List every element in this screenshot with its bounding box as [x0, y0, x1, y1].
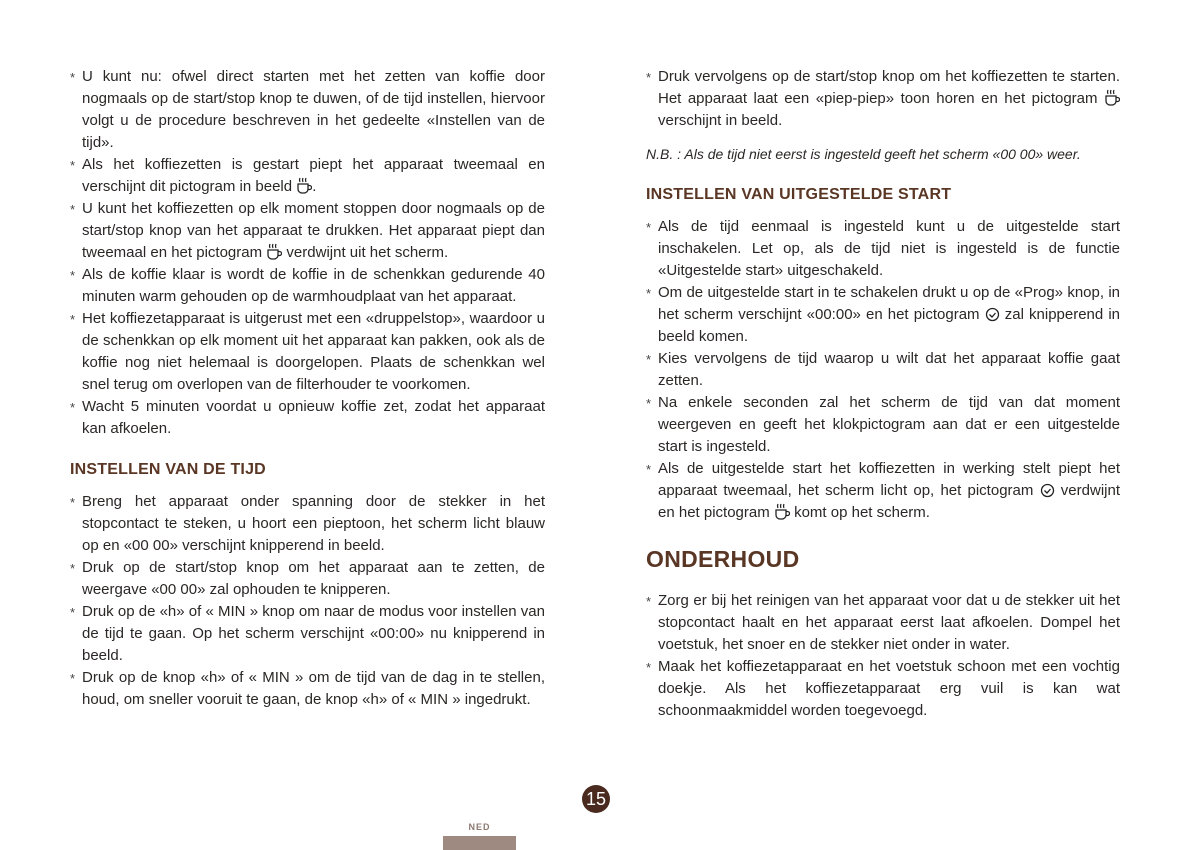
bullet-star-icon: * — [646, 220, 652, 235]
page-number-badge: 15 — [582, 785, 610, 813]
list-item: * Na enkele seconden zal het scherm de tijd van dat moment weergeven en geeft het klokpictogram aan dat er een uitgestelde start is ingesteld. — [646, 394, 1120, 455]
note-text: N.B. : Als de tijd niet eerst is ingesteld geeft het scherm «00 00» weer. — [646, 146, 1081, 162]
coffee-cup-icon — [1104, 89, 1120, 106]
section-title-time-setting: INSTELLEN VAN DE TIJD — [70, 461, 266, 478]
list-item: * Kies vervolgens de tijd waarop u wilt dat het apparaat koffie gaat zetten. — [646, 350, 1120, 389]
list-item: * Als de tijd eenmaal is ingesteld kunt u de uitgestelde start inschakelen. Let op, als de tijd niet is ingesteld is de functie «Uitgestelde start» uitgeschakeld. — [646, 218, 1120, 279]
language-label: NED — [468, 822, 491, 832]
list-item: * Breng het apparaat onder spanning door de stekker in het stopcontact te steken, u hoort een pieptoon, het scherm licht blauw op en «00 00» verschijnt knipperend in beeld. — [70, 493, 545, 554]
list-item: * Het koffiezetapparaat is uitgerust met een «druppelstop», waardoor u de schenkkan op elk moment uit het apparaat kan pakken, ook als de koffie nog niet helemaal is doorgelopen. Plaats de schenkkan wel snel terug om overlopen van de filterhouder te voorkomen. — [70, 310, 545, 393]
list-item: * Wacht 5 minuten voordat u opnieuw koffie zet, zodat het apparaat kan afkoelen. — [70, 398, 545, 437]
bullet-star-icon: * — [70, 202, 76, 217]
list-item: * Om de uitgestelde start in te schakelen drukt u op de «Prog» knop, in het scherm verschijnt «00:00» en het pictogram zal knipperend in beeld komen. — [646, 284, 1121, 345]
bullet-star-icon: * — [646, 70, 652, 85]
intro-bullet-list — [70, 66, 545, 440]
coffee-cup-icon — [296, 177, 312, 194]
bullet-star-icon: * — [646, 352, 652, 367]
section-title-maintenance: ONDERHOUD — [646, 546, 800, 572]
bullet-star-icon: * — [70, 312, 76, 327]
right-column — [646, 66, 1120, 722]
list-item: * Als de uitgestelde start het koffiezetten in werking stelt piept het apparaat tweemaal, het scherm licht op, het pictogram verdwijnt en het pictogram komt op het scherm. — [646, 460, 1120, 521]
bullet-star-icon: * — [70, 70, 76, 85]
delayed-start-bullet-list — [646, 216, 1120, 524]
list-item: * Als het koffiezetten is gestart piept het apparaat tweemaal en verschijnt dit pictogram in beeld . — [70, 156, 545, 195]
bullet-star-icon: * — [70, 158, 76, 173]
bullet-star-icon: * — [646, 660, 652, 675]
list-item: * Druk vervolgens op de start/stop knop om het koffiezetten te starten. Het apparaat laat een «piep-piep» toon horen en het pictogram verschijnt in beeld. — [646, 68, 1120, 129]
bullet-star-icon: * — [70, 605, 76, 620]
bullet-star-icon: * — [646, 396, 652, 411]
section-title-delayed-start: INSTELLEN VAN UITGESTELDE START — [646, 186, 952, 203]
clock-icon — [1040, 483, 1055, 498]
bullet-star-icon: * — [70, 561, 76, 576]
list-item: * U kunt het koffiezetten op elk moment stoppen door nogmaals op de start/stop knop van het apparaat te drukken. Het apparaat piept dan tweemaal en het pictogram verdwijnt uit het scherm. — [70, 200, 545, 261]
list-item: * Druk op de «h» of « MIN » knop om naar de modus voor instellen van de tijd te gaan. Op het scherm verschijnt «00:00» nu knipperend in beeld. — [70, 603, 545, 664]
bullet-star-icon: * — [70, 495, 76, 510]
bullet-star-icon: * — [646, 286, 652, 301]
bullet-star-icon: * — [646, 594, 652, 609]
bullet-star-icon: * — [70, 400, 76, 415]
bullet-star-icon: * — [646, 462, 652, 477]
time-setting-bullet-list — [70, 491, 545, 711]
list-item: * Druk op de knop «h» of « MIN » om de tijd van de dag in te stellen, houd, om sneller vooruit te gaan, de knop «h» of « MIN » ingedrukt. — [70, 669, 545, 708]
list-item: * U kunt nu: ofwel direct starten met het zetten van koffie door nogmaals op de start/stop knop te duwen, of de tijd instellen, hiervoor volgt u de procedure beschreven in het gedeelte «Instellen van de tijd». — [70, 68, 545, 151]
coffee-cup-icon — [774, 503, 790, 520]
bullet-star-icon: * — [70, 268, 76, 283]
list-item: * Druk op de start/stop knop om het apparaat aan te zetten, de weergave «00 00» zal ophouden te knipperen. — [70, 559, 545, 598]
left-column — [70, 66, 545, 711]
maintenance-bullet-list — [646, 590, 1120, 722]
list-item: * Maak het koffiezetapparaat en het voetstuk schoon met een vochtig doekje. Als het koffiezetapparaat erg vuil is kan wat schoonmaakmiddel worden toegevoegd. — [646, 658, 1120, 719]
start-bullet-list — [646, 66, 1120, 132]
bullet-star-icon: * — [70, 671, 76, 686]
list-item: * Zorg er bij het reinigen van het apparaat voor dat u de stekker uit het stopcontact haalt en het apparaat eerst laat afkoelen. Dompel het voetstuk, het snoer en de stekker niet onder in water. — [646, 592, 1120, 653]
clock-icon — [985, 307, 1000, 322]
language-tab-bar — [443, 836, 516, 850]
coffee-cup-icon — [266, 243, 282, 260]
list-item: * Als de koffie klaar is wordt de koffie in de schenkkan gedurende 40 minuten warm gehouden op de warmhoudplaat van het apparaat. — [70, 266, 545, 305]
